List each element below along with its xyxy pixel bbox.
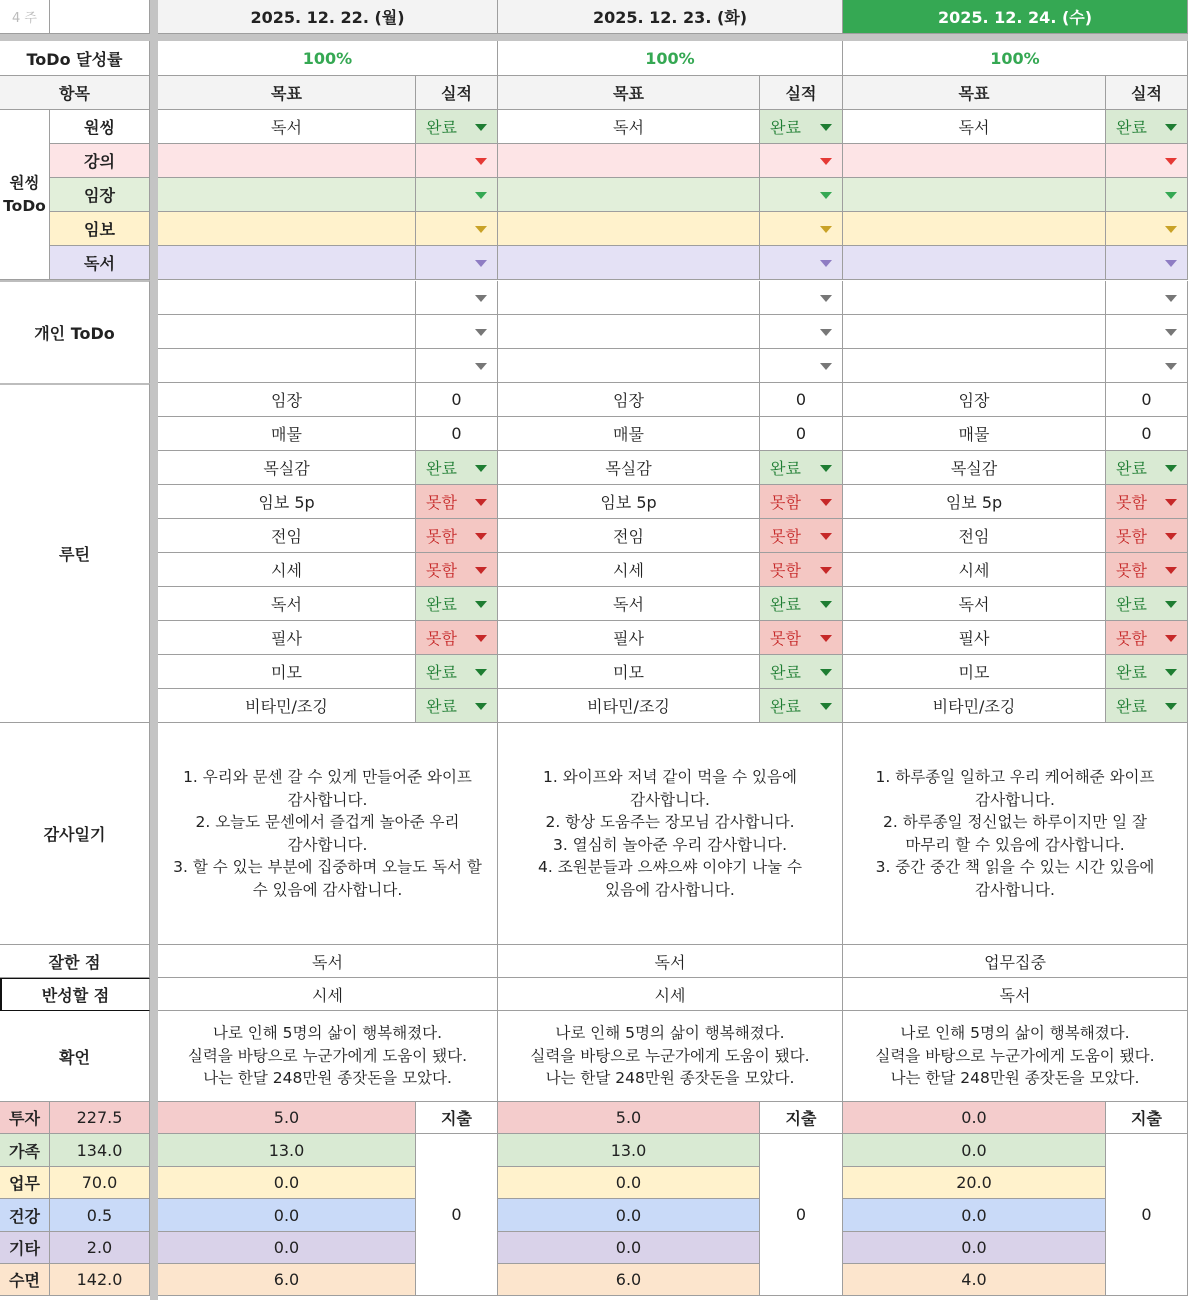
dropdown-value: 완료 [426, 595, 457, 614]
todo-rate-value: 100% [158, 41, 498, 76]
dropdown-value: 완료 [1116, 697, 1147, 716]
wonssing-goal[interactable] [158, 212, 416, 246]
routine-result-dropdown[interactable] [760, 519, 843, 553]
time-value[interactable]: 20.0 [843, 1167, 1106, 1199]
dropdown-arrow-icon[interactable] [1165, 567, 1177, 574]
routine-name: 매물 [843, 417, 1106, 451]
affirmation-text[interactable]: 나로 인해 5명의 삶이 행복해졌다. 실력을 바탕으로 누군가에게 도움이 됐다. 나는 한달 248만원 종잣돈을 모았다. [843, 1011, 1188, 1102]
dropdown-arrow-icon[interactable] [1165, 363, 1177, 370]
dropdown-value: 못함 [1116, 561, 1147, 580]
routine-result-dropdown[interactable] [760, 553, 843, 587]
dropdown-arrow-icon[interactable] [475, 329, 487, 336]
routine-name: 임보 5p [498, 485, 760, 519]
expense-header: 지출 [416, 1102, 498, 1134]
result-header: 실적 [416, 76, 498, 110]
dropdown-arrow-icon[interactable] [1165, 499, 1177, 506]
week-blank [50, 0, 150, 34]
dropdown-arrow-icon[interactable] [1165, 124, 1177, 131]
dropdown-arrow-icon[interactable] [475, 295, 487, 302]
dropdown-arrow-icon[interactable] [475, 260, 487, 267]
expense-value[interactable]: 0 [416, 1134, 498, 1296]
wonssing-goal[interactable] [843, 212, 1106, 246]
routine-name: 독서 [498, 587, 760, 621]
wonssing-goal[interactable] [498, 212, 760, 246]
time-category-total: 2.0 [50, 1232, 150, 1264]
routine-name: 임장 [843, 383, 1106, 417]
result-header: 실적 [1106, 76, 1188, 110]
dropdown-value: 완료 [770, 697, 801, 716]
wonssing-result-dropdown[interactable] [416, 178, 498, 212]
expense-value[interactable]: 0 [760, 1134, 843, 1296]
routine-result-dropdown[interactable] [416, 621, 498, 655]
routine-result-dropdown[interactable] [1106, 621, 1188, 655]
dropdown-value: 못함 [770, 561, 801, 580]
dropdown-arrow-icon[interactable] [820, 363, 832, 370]
wonssing-row-label: 임장 [50, 178, 150, 212]
routine-name: 시세 [843, 553, 1106, 587]
dropdown-value: 완료 [770, 663, 801, 682]
dropdown-arrow-icon[interactable] [1165, 260, 1177, 267]
reflect-text[interactable]: 독서 [843, 978, 1188, 1011]
dropdown-arrow-icon[interactable] [820, 295, 832, 302]
routine-result-dropdown[interactable] [1106, 553, 1188, 587]
dropdown-arrow-icon[interactable] [820, 669, 832, 676]
dropdown-arrow-icon[interactable] [820, 533, 832, 540]
routine-result-dropdown[interactable] [1106, 451, 1188, 485]
wonssing-result-dropdown[interactable] [760, 144, 843, 178]
dropdown-arrow-icon[interactable] [475, 226, 487, 233]
routine-count[interactable]: 0 [1106, 417, 1188, 451]
routine-count[interactable]: 0 [760, 383, 843, 417]
dropdown-value: 완료 [770, 459, 801, 478]
dropdown-value: 못함 [1116, 527, 1147, 546]
dropdown-arrow-icon[interactable] [475, 158, 487, 165]
date-header-2[interactable]: 2025. 12. 24. (수) [843, 0, 1188, 34]
wonssing-result-dropdown[interactable] [1106, 144, 1188, 178]
personal-goal[interactable] [843, 349, 1106, 383]
wonssing-goal[interactable] [498, 178, 760, 212]
dropdown-value: 못함 [770, 527, 801, 546]
routine-result-dropdown[interactable] [416, 519, 498, 553]
dropdown-value: 완료 [1116, 663, 1147, 682]
routine-count[interactable]: 0 [416, 383, 498, 417]
routine-name: 임장 [158, 383, 416, 417]
result-header: 실적 [760, 76, 843, 110]
wonssing-goal[interactable] [158, 246, 416, 280]
dropdown-arrow-icon[interactable] [1165, 226, 1177, 233]
personal-todo-group: 개인 ToDo [0, 280, 150, 384]
item-header: 항목 [0, 76, 150, 110]
routine-result-dropdown[interactable] [1106, 689, 1188, 723]
dropdown-arrow-icon[interactable] [1165, 192, 1177, 199]
dropdown-arrow-icon[interactable] [820, 226, 832, 233]
wonssing-result-dropdown[interactable] [760, 178, 843, 212]
wonssing-row-label: 강의 [50, 144, 150, 178]
dropdown-arrow-icon[interactable] [820, 329, 832, 336]
personal-goal[interactable] [843, 281, 1106, 315]
wonssing-goal[interactable] [158, 178, 416, 212]
wonssing-result-dropdown[interactable] [1106, 110, 1188, 144]
dropdown-arrow-icon[interactable] [475, 363, 487, 370]
routine-name: 목실감 [843, 451, 1106, 485]
dropdown-arrow-icon[interactable] [1165, 295, 1177, 302]
dropdown-value: 못함 [1116, 493, 1147, 512]
routine-name: 전임 [843, 519, 1106, 553]
dropdown-arrow-icon[interactable] [820, 601, 832, 608]
dropdown-arrow-icon[interactable] [1165, 669, 1177, 676]
expense-header: 지출 [760, 1102, 843, 1134]
week-label: 4 주 [0, 0, 50, 34]
reflect-label: 반성할 점 [0, 978, 150, 1011]
routine-name: 독서 [843, 587, 1106, 621]
dropdown-value: 완료 [426, 663, 457, 682]
time-category-label: 업무 [0, 1167, 50, 1199]
dropdown-arrow-icon[interactable] [1165, 601, 1177, 608]
routine-name: 비타민/조깅 [498, 689, 760, 723]
personal-result-dropdown[interactable] [416, 349, 498, 383]
reflect-text[interactable]: 시세 [158, 978, 498, 1011]
dropdown-value: 못함 [426, 493, 457, 512]
routine-result-dropdown[interactable] [416, 655, 498, 689]
routine-result-dropdown[interactable] [760, 689, 843, 723]
todo-rate-value: 100% [498, 41, 843, 76]
routine-name: 전임 [158, 519, 416, 553]
time-value[interactable]: 13.0 [158, 1134, 416, 1167]
wonssing-result-dropdown[interactable] [416, 110, 498, 144]
reflect-text[interactable]: 시세 [498, 978, 843, 1011]
routine-name: 비타민/조깅 [158, 689, 416, 723]
routine-name: 미모 [843, 655, 1106, 689]
dropdown-arrow-icon[interactable] [820, 192, 832, 199]
routine-name: 매물 [158, 417, 416, 451]
wonssing-result-dropdown[interactable] [416, 246, 498, 280]
frozen-column-divider[interactable] [150, 0, 158, 1300]
good-label: 잘한 점 [0, 945, 150, 978]
dropdown-arrow-icon[interactable] [820, 158, 832, 165]
time-value[interactable]: 6.0 [158, 1264, 416, 1296]
wonssing-goal[interactable] [843, 246, 1106, 280]
wonssing-result-dropdown[interactable] [416, 144, 498, 178]
dropdown-value: 완료 [426, 697, 457, 716]
wonssing-result-dropdown[interactable] [1106, 178, 1188, 212]
routine-name: 시세 [498, 553, 760, 587]
wonssing-goal[interactable]: 독서 [158, 110, 416, 144]
dropdown-arrow-icon[interactable] [475, 499, 487, 506]
routine-result-dropdown[interactable] [416, 451, 498, 485]
routine-name: 목실감 [498, 451, 760, 485]
dropdown-value: 못함 [426, 561, 457, 580]
dropdown-value: 완료 [770, 595, 801, 614]
dropdown-arrow-icon[interactable] [1165, 533, 1177, 540]
routine-name: 미모 [498, 655, 760, 689]
time-value[interactable]: 4.0 [843, 1264, 1106, 1296]
dropdown-arrow-icon[interactable] [1165, 703, 1177, 710]
dropdown-arrow-icon[interactable] [475, 533, 487, 540]
routine-result-dropdown[interactable] [1106, 655, 1188, 689]
routine-result-dropdown[interactable] [760, 451, 843, 485]
time-value[interactable]: 0.0 [843, 1199, 1106, 1232]
dropdown-value: 완료 [426, 459, 457, 478]
routine-result-dropdown[interactable] [416, 689, 498, 723]
routine-name: 전임 [498, 519, 760, 553]
goal-header: 목표 [843, 76, 1106, 110]
personal-result-dropdown[interactable] [1106, 281, 1188, 315]
personal-goal[interactable] [158, 281, 416, 315]
routine-name: 비타민/조깅 [843, 689, 1106, 723]
routine-name: 임보 5p [158, 485, 416, 519]
routine-result-dropdown[interactable] [760, 655, 843, 689]
routine-result-dropdown[interactable] [416, 587, 498, 621]
personal-result-dropdown[interactable] [1106, 315, 1188, 349]
personal-goal[interactable] [498, 315, 760, 349]
goal-header: 목표 [158, 76, 416, 110]
routine-result-dropdown[interactable] [416, 485, 498, 519]
time-value[interactable]: 13.0 [498, 1134, 760, 1167]
routine-result-dropdown[interactable] [1106, 519, 1188, 553]
time-value[interactable]: 0.0 [498, 1167, 760, 1199]
dropdown-arrow-icon[interactable] [820, 567, 832, 574]
wonssing-row-label: 독서 [50, 246, 150, 280]
routine-group: 루틴 [0, 383, 150, 723]
gratitude-text[interactable]: 1. 하루종일 일하고 우리 케어해준 와이프 감사합니다. 2. 하루종일 정신없는 하루이지만 일 잘 마무리 할 수 있음에 감사합니다. 3. 중간 중간 책 읽을 수 있는 시간 있음에 감사합니다. [843, 723, 1188, 945]
routine-name: 임보 5p [843, 485, 1106, 519]
dropdown-value: 못함 [770, 493, 801, 512]
routine-result-dropdown[interactable] [1106, 587, 1188, 621]
dropdown-value: 완료 [1116, 118, 1147, 137]
time-category-label: 건강 [0, 1199, 50, 1232]
dropdown-arrow-icon[interactable] [1165, 465, 1177, 472]
time-category-total: 70.0 [50, 1167, 150, 1199]
wonssing-goal[interactable] [843, 178, 1106, 212]
routine-count[interactable]: 0 [416, 417, 498, 451]
wonssing-result-dropdown[interactable] [1106, 246, 1188, 280]
routine-count[interactable]: 0 [1106, 383, 1188, 417]
dropdown-arrow-icon[interactable] [820, 260, 832, 267]
time-category-total: 0.5 [50, 1199, 150, 1232]
wonssing-result-dropdown[interactable] [416, 212, 498, 246]
todo-rate-value: 100% [843, 41, 1188, 76]
dropdown-arrow-icon[interactable] [820, 635, 832, 642]
personal-goal[interactable] [498, 281, 760, 315]
time-value[interactable]: 0.0 [158, 1167, 416, 1199]
expense-header: 지출 [1106, 1102, 1188, 1134]
routine-result-dropdown[interactable] [760, 621, 843, 655]
dropdown-value: 완료 [1116, 459, 1147, 478]
goal-header: 목표 [498, 76, 760, 110]
routine-result-dropdown[interactable] [760, 485, 843, 519]
wonssing-result-dropdown[interactable] [760, 110, 843, 144]
time-value[interactable]: 0.0 [498, 1199, 760, 1232]
personal-goal[interactable] [498, 349, 760, 383]
dropdown-arrow-icon[interactable] [820, 465, 832, 472]
date-header-0[interactable]: 2025. 12. 22. (월) [158, 0, 498, 34]
dropdown-arrow-icon[interactable] [475, 192, 487, 199]
routine-count[interactable]: 0 [760, 417, 843, 451]
dropdown-arrow-icon[interactable] [1165, 329, 1177, 336]
routine-result-dropdown[interactable] [1106, 485, 1188, 519]
wonssing-row-label: 원씽 [50, 110, 150, 144]
wonssing-result-dropdown[interactable] [760, 246, 843, 280]
affirmation-label: 확언 [0, 1011, 150, 1102]
dropdown-value: 완료 [1116, 595, 1147, 614]
personal-goal[interactable] [158, 349, 416, 383]
gratitude-text[interactable]: 1. 와이프와 저녁 같이 먹을 수 있음에 감사합니다. 2. 항상 도움주는 장모님 감사합니다. 3. 열심히 놀아준 우리 감사합니다. 4. 조원분들과 으쌰으쌰 이야기 나눌 수 있음에 감사합니다. [498, 723, 843, 945]
time-category-label: 가족 [0, 1134, 50, 1167]
wonssing-goal[interactable] [843, 144, 1106, 178]
time-value[interactable]: 5.0 [158, 1102, 416, 1134]
dropdown-arrow-icon[interactable] [820, 124, 832, 131]
wonssing-goal[interactable]: 독서 [843, 110, 1106, 144]
time-value[interactable]: 0.0 [158, 1199, 416, 1232]
dropdown-value: 못함 [426, 527, 457, 546]
dropdown-arrow-icon[interactable] [820, 703, 832, 710]
time-value[interactable]: 5.0 [498, 1102, 760, 1134]
dropdown-arrow-icon[interactable] [475, 669, 487, 676]
dropdown-value: 못함 [426, 629, 457, 648]
personal-result-dropdown[interactable] [1106, 349, 1188, 383]
dropdown-value: 완료 [770, 118, 801, 137]
time-value[interactable]: 0.0 [158, 1232, 416, 1264]
personal-goal[interactable] [843, 315, 1106, 349]
time-value[interactable]: 0.0 [498, 1232, 760, 1264]
routine-name: 독서 [158, 587, 416, 621]
wonssing-result-dropdown[interactable] [1106, 212, 1188, 246]
personal-result-dropdown[interactable] [416, 281, 498, 315]
routine-result-dropdown[interactable] [416, 553, 498, 587]
good-text[interactable]: 업무집중 [843, 945, 1188, 978]
affirmation-text[interactable]: 나로 인해 5명의 삶이 행복해졌다. 실력을 바탕으로 누군가에게 도움이 됐다. 나는 한달 248만원 종잣돈을 모았다. [158, 1011, 498, 1102]
wonssing-goal[interactable] [498, 144, 760, 178]
dropdown-arrow-icon[interactable] [475, 703, 487, 710]
time-category-label: 투자 [0, 1102, 50, 1134]
dropdown-arrow-icon[interactable] [475, 465, 487, 472]
personal-result-dropdown[interactable] [760, 349, 843, 383]
gratitude-label: 감사일기 [0, 723, 150, 945]
dropdown-arrow-icon[interactable] [475, 124, 487, 131]
personal-result-dropdown[interactable] [416, 315, 498, 349]
frozen-row-divider[interactable] [0, 34, 1188, 41]
routine-result-dropdown[interactable] [760, 587, 843, 621]
routine-name: 목실감 [158, 451, 416, 485]
wonssing-todo-group: 원씽 ToDo [0, 110, 50, 280]
routine-name: 필사 [843, 621, 1106, 655]
personal-result-dropdown[interactable] [760, 281, 843, 315]
dropdown-value: 완료 [426, 118, 457, 137]
wonssing-result-dropdown[interactable] [760, 212, 843, 246]
dropdown-arrow-icon[interactable] [475, 635, 487, 642]
dropdown-value: 못함 [770, 629, 801, 648]
gratitude-text[interactable]: 1. 우리와 문센 갈 수 있게 만들어준 와이프 감사합니다. 2. 오늘도 문센에서 즐겁게 놀아준 우리 감사합니다. 3. 할 수 있는 부분에 집중하며 오늘도 독서 할 수 있음에 감사합니다. [158, 723, 498, 945]
wonssing-goal[interactable] [158, 144, 416, 178]
dropdown-arrow-icon[interactable] [475, 601, 487, 608]
time-category-label: 수면 [0, 1264, 50, 1296]
routine-name: 시세 [158, 553, 416, 587]
good-text[interactable]: 독서 [498, 945, 843, 978]
wonssing-goal[interactable]: 독서 [498, 110, 760, 144]
routine-name: 임장 [498, 383, 760, 417]
expense-value[interactable]: 0 [1106, 1134, 1188, 1296]
affirmation-text[interactable]: 나로 인해 5명의 삶이 행복해졌다. 실력을 바탕으로 누군가에게 도움이 됐다. 나는 한달 248만원 종잣돈을 모았다. [498, 1011, 843, 1102]
good-text[interactable]: 독서 [158, 945, 498, 978]
routine-name: 필사 [158, 621, 416, 655]
dropdown-arrow-icon[interactable] [475, 567, 487, 574]
date-header-1[interactable]: 2025. 12. 23. (화) [498, 0, 843, 34]
time-value[interactable]: 0.0 [843, 1232, 1106, 1264]
time-category-total: 142.0 [50, 1264, 150, 1296]
time-value[interactable]: 0.0 [843, 1102, 1106, 1134]
dropdown-value: 못함 [1116, 629, 1147, 648]
personal-result-dropdown[interactable] [760, 315, 843, 349]
todo-rate-label: ToDo 달성률 [0, 41, 150, 76]
time-category-total: 134.0 [50, 1134, 150, 1167]
dropdown-arrow-icon[interactable] [1165, 635, 1177, 642]
dropdown-arrow-icon[interactable] [1165, 158, 1177, 165]
routine-name: 필사 [498, 621, 760, 655]
wonssing-row-label: 임보 [50, 212, 150, 246]
time-category-total: 227.5 [50, 1102, 150, 1134]
routine-name: 매물 [498, 417, 760, 451]
personal-goal[interactable] [158, 315, 416, 349]
wonssing-goal[interactable] [498, 246, 760, 280]
routine-name: 미모 [158, 655, 416, 689]
time-category-label: 기타 [0, 1232, 50, 1264]
time-value[interactable]: 0.0 [843, 1134, 1106, 1167]
time-value[interactable]: 6.0 [498, 1264, 760, 1296]
dropdown-arrow-icon[interactable] [820, 499, 832, 506]
